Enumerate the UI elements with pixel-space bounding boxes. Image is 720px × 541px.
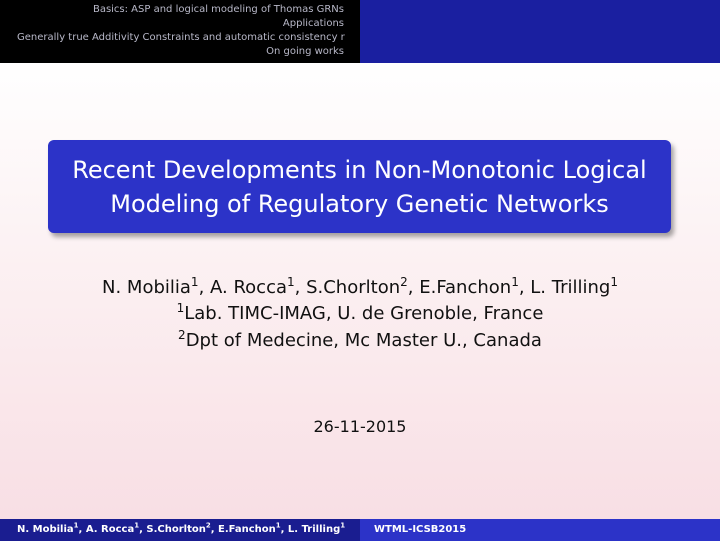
nav-item-basics[interactable]: Basics: ASP and logical modeling of Thomas GRNs bbox=[92, 4, 344, 15]
title-line-2: Modeling of Regulatory Genetic Networks bbox=[110, 189, 609, 218]
nav-item-ongoing-works[interactable]: On going works bbox=[266, 46, 344, 57]
footer-mark: 1 bbox=[275, 521, 281, 530]
author-affiliation-mark: 1 bbox=[610, 275, 618, 289]
header-navigation bbox=[0, 0, 360, 63]
footer-mark: 1 bbox=[134, 521, 140, 530]
presentation-date: 26-11-2015 bbox=[313, 417, 407, 436]
nav-item-applications[interactable]: Applications bbox=[282, 18, 344, 29]
header-bar bbox=[0, 0, 720, 63]
affiliation-mark: 1 bbox=[176, 301, 185, 315]
footer-mark: 2 bbox=[205, 521, 211, 530]
nav-item-additivity-constraints[interactable]: Generally true Additivity Constraints and automatic consistency r bbox=[17, 32, 345, 43]
footer-authors: N. Mobilia$^1$, A. Rocca$^1$, S.Chorlton$^2$, E.Fanchon$^1$, L. Trilling$^1$ bbox=[0, 519, 360, 541]
author-affiliation-mark: 1 bbox=[190, 275, 199, 289]
title-line-1: Recent Developments in Non-Monotonic Logical bbox=[72, 155, 647, 184]
author-list: N. Mobilia$^1$, A. Rocca$^1$, S.Chorlton$^2$, E.Fanchon$^1$, L. Trilling$^1$ bbox=[102, 275, 618, 298]
header-nav-clip bbox=[0, 0, 360, 63]
header-right-panel bbox=[360, 0, 720, 63]
author-name: L. Trilling bbox=[530, 277, 611, 298]
affiliation-2 bbox=[0, 330, 720, 352]
title-box bbox=[48, 140, 671, 233]
author-name: N. Mobilia bbox=[102, 277, 191, 298]
footer-mark: 1 bbox=[340, 521, 346, 530]
author-name: A. Rocca bbox=[210, 277, 287, 298]
affiliation-text: Dpt of Medecine, Mc Master U., Canada bbox=[185, 330, 542, 351]
author-affiliation-mark: 1 bbox=[287, 275, 295, 289]
footer-conference: WTML-ICSB2015 bbox=[360, 519, 720, 541]
footer-bar bbox=[0, 519, 720, 541]
footer-mark: 1 bbox=[73, 521, 79, 530]
affiliation-text: Lab. TIMC-IMAG, U. de Grenoble, France bbox=[184, 303, 544, 324]
author-affiliation-mark: 1 bbox=[511, 275, 519, 289]
author-name: E.Fanchon bbox=[419, 277, 512, 298]
affiliation-1 bbox=[0, 303, 720, 325]
author-affiliation-mark: 2 bbox=[400, 275, 408, 289]
author-name: S.Chorlton bbox=[306, 277, 401, 298]
affiliation-mark: 2 bbox=[178, 328, 186, 342]
